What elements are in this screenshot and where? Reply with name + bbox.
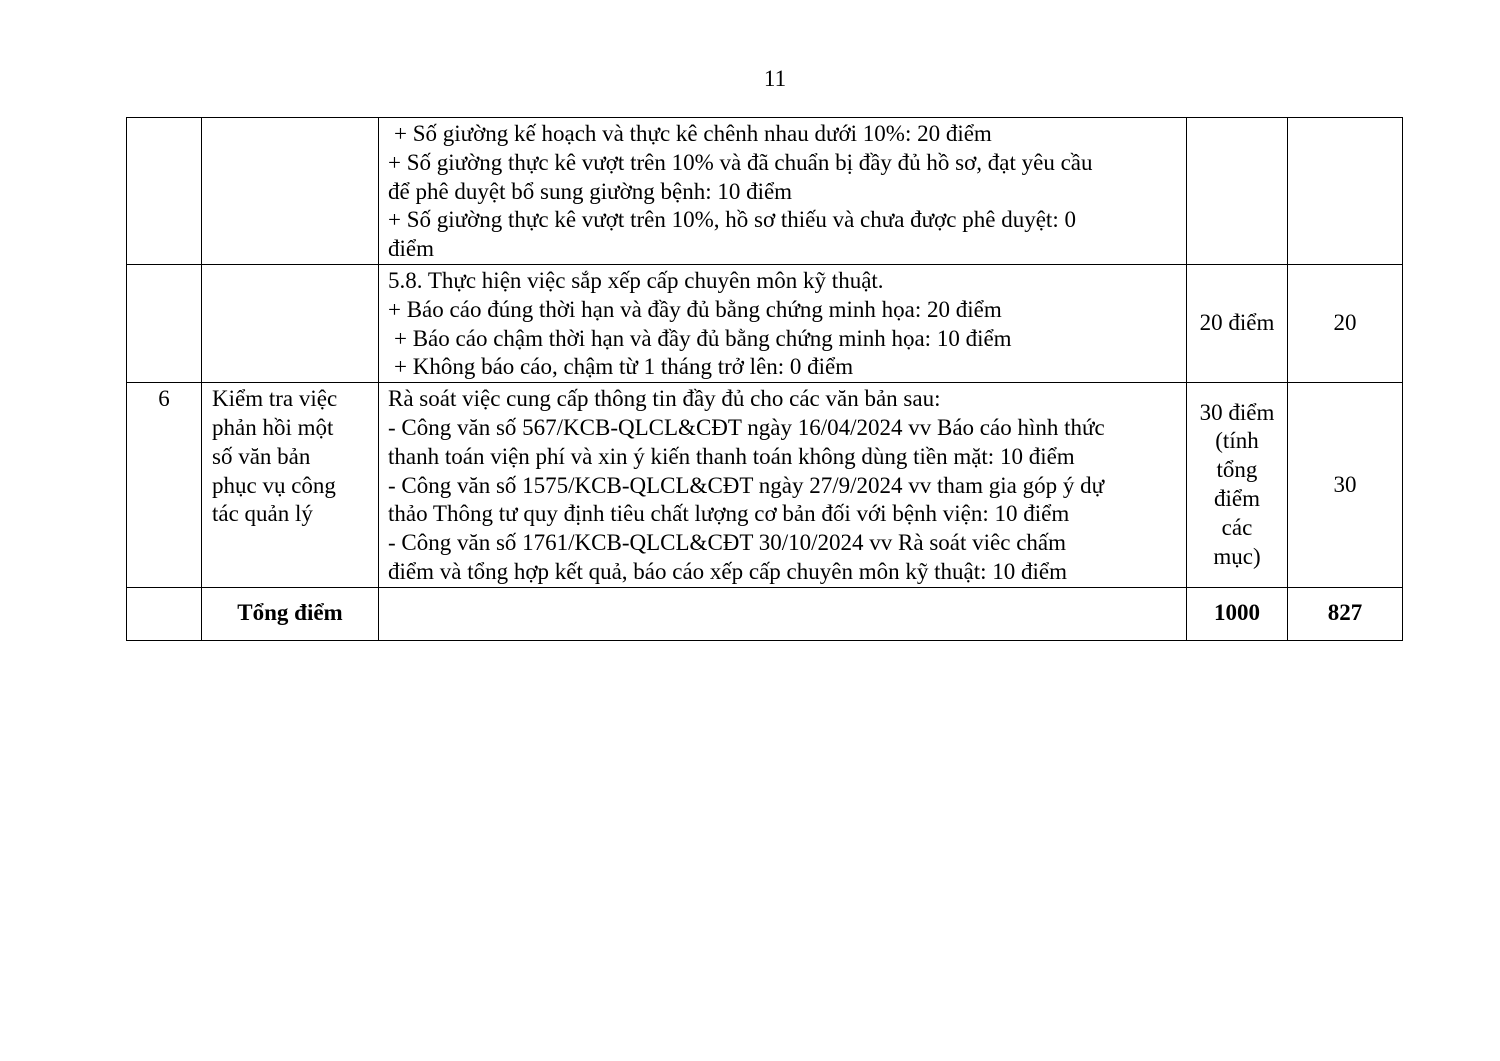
content-line: - Công văn số 1761/KCB-QLCL&CĐT 30/10/2024 vv Rà soát viêc chấm — [388, 530, 1067, 556]
content-line: - Công văn số 567/KCB-QLCL&CĐT ngày 16/04/2024 vv Báo cáo hình thức — [388, 414, 1105, 440]
max-line: điểm — [1214, 485, 1260, 511]
content-line: thảo Thông tư quy định tiêu chất lượng cơ bản đối với bệnh viện: 10 điểm — [388, 501, 1070, 527]
content-line: điểm và tổng hợp kết quả, báo cáo xếp cấp chuyên môn kỹ thuật: 10 điểm — [388, 558, 1067, 584]
total-label: Tổng điểm — [202, 587, 379, 640]
table-row-6 — [127, 383, 1403, 588]
content-line: + Báo cáo chậm thời hạn và đầy đủ bằng chứng minh họa: 10 điểm — [394, 325, 1012, 351]
max-points-cell: 20 điểm — [1187, 264, 1288, 382]
total-score: 827 — [1288, 587, 1403, 640]
name-line: Kiểm tra việc — [212, 386, 338, 412]
score-cell — [1288, 118, 1403, 265]
content-line: Rà soát việc cung cấp thông tin đầy đủ cho các văn bản sau: — [388, 386, 941, 412]
content-line: thanh toán viện phí và xin ý kiến thanh toán không dùng tiền mặt: 10 điểm — [388, 443, 1075, 469]
score-table — [126, 117, 1403, 641]
max-line: tổng — [1216, 457, 1258, 483]
max-line: 30 điểm — [1199, 399, 1275, 425]
name-cell — [202, 383, 379, 588]
no-cell — [127, 264, 202, 382]
name-cell — [202, 118, 379, 265]
max-line: mục) — [1213, 543, 1261, 569]
max-line: các — [1221, 514, 1253, 540]
score-cell: 20 — [1288, 264, 1403, 382]
total-max-points: 1000 — [1187, 587, 1288, 640]
no-cell — [127, 587, 202, 640]
max-points-cell — [1187, 383, 1288, 588]
content-line: - Công văn số 1575/KCB-QLCL&CĐT ngày 27/9/2024 vv tham gia góp ý dự — [388, 472, 1105, 498]
content-line: để phê duyệt bổ sung giường bệnh: 10 điểm — [388, 178, 793, 204]
table-row-total — [127, 587, 1403, 640]
score-cell: 30 — [1288, 383, 1403, 588]
name-line: tác quản lý — [212, 501, 313, 527]
content-cell — [379, 118, 1187, 265]
name-line: phản hồi một — [212, 414, 334, 440]
content-cell — [379, 264, 1187, 382]
max-line: (tính — [1215, 428, 1259, 454]
content-cell — [379, 587, 1187, 640]
content-line: 5.8. Thực hiện việc sắp xếp cấp chuyên môn kỹ thuật. — [388, 267, 884, 293]
table-row-5-8 — [127, 264, 1403, 382]
no-cell — [127, 118, 202, 265]
no-cell: 6 — [127, 383, 202, 588]
content-line: điểm — [388, 236, 434, 262]
name-line: phục vụ công — [212, 472, 336, 498]
content-line: + Số giường thực kê vượt trên 10%, hồ sơ thiếu và chưa được phê duyệt: 0 — [388, 207, 1076, 233]
table-row-continued — [127, 118, 1403, 265]
max-points-cell — [1187, 118, 1288, 265]
content-line: + Số giường kế hoạch và thực kê chênh nhau dưới 10%: 20 điểm — [394, 121, 992, 146]
content-cell — [379, 383, 1187, 588]
page-number: 11 — [763, 66, 787, 91]
content-line: + Báo cáo đúng thời hạn và đầy đủ bằng chứng minh họa: 20 điểm — [388, 296, 1002, 322]
name-cell — [202, 264, 379, 382]
name-line: số văn bản — [212, 443, 311, 469]
content-line: + Không báo cáo, chậm từ 1 tháng trở lên: 0 điểm — [394, 354, 854, 380]
content-line: + Số giường thực kê vượt trên 10% và đã chuẩn bị đầy đủ hồ sơ, đạt yêu cầu — [388, 149, 1093, 175]
